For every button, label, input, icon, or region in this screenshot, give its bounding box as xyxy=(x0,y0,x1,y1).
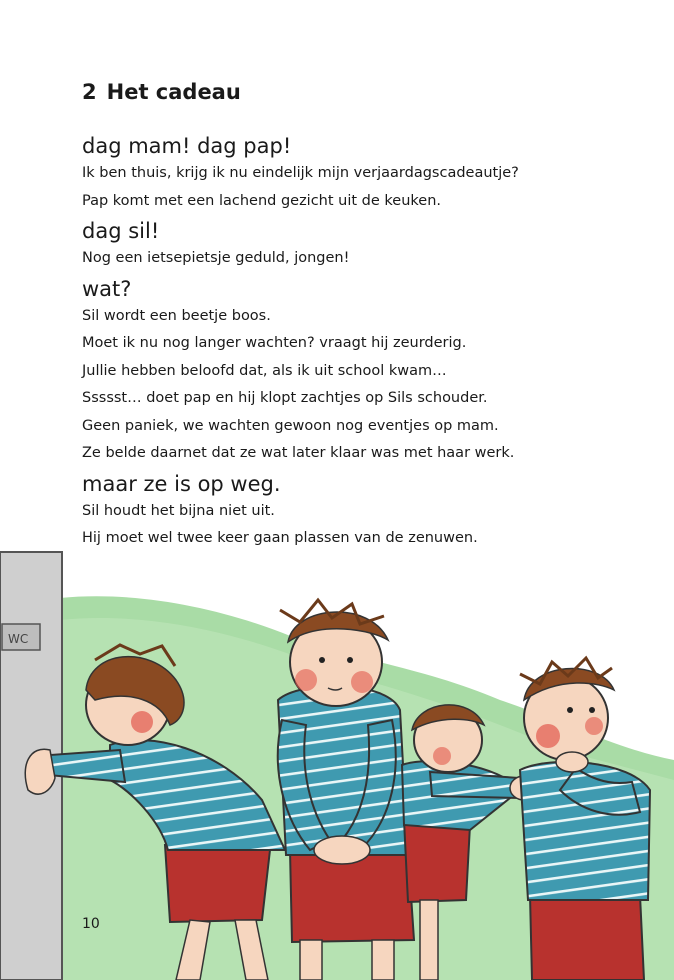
story-text xyxy=(82,134,652,557)
story-line: Jullie hebben beloofd dat, als ik uit school kwam… xyxy=(82,362,447,379)
story-line: Geen paniek, we wachten gewoon nog eventjes op mam. xyxy=(82,417,499,434)
story-line: Hij moet wel twee keer gaan plassen van de zenuwen. xyxy=(82,530,478,546)
story-line: Sil houdt het bijna niet uit. xyxy=(82,502,275,519)
chapter-title: Het cadeau xyxy=(106,80,241,104)
story-line-big: maar ze is op weg. xyxy=(82,471,281,496)
story-line-big: wat? xyxy=(82,276,132,301)
story-line: Ssssst… doet pap en hij klopt zachtjes op Sils schouder. xyxy=(82,390,488,406)
story-line: Pap komt met een lachend gezicht uit de keuken. xyxy=(82,192,442,209)
boy-thinking xyxy=(520,658,650,980)
page-number: 10 xyxy=(82,916,100,932)
story-line-big: dag mam! dag pap! xyxy=(82,134,292,158)
story-line: Ik ben thuis, krijg ik nu eindelijk mijn verjaardagscadeautje? xyxy=(82,165,519,181)
boys-waiting-illustration xyxy=(0,550,674,980)
chapter-number: 2 xyxy=(82,80,97,104)
story-line: Nog een ietsepietsje geduld, jongen! xyxy=(82,250,350,266)
door-sign-label: WC xyxy=(8,632,29,646)
story-line: Ze belde daarnet dat ze wat later klaar was met haar werk. xyxy=(82,445,515,461)
story-line: Moet ik nu nog langer wachten? vraagt hij zeurderig. xyxy=(82,335,467,351)
story-line-big: dag sil! xyxy=(82,219,160,243)
chapter-heading xyxy=(82,80,241,104)
boy-waiting-center xyxy=(278,600,414,980)
story-line: Sil wordt een beetje boos. xyxy=(82,307,271,324)
